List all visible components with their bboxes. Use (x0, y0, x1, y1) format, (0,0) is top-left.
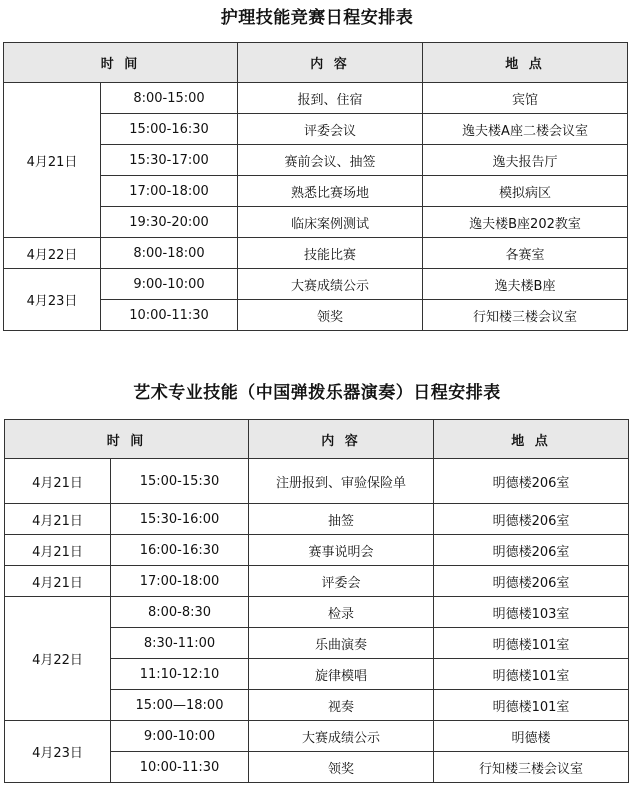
content-cell: 报到、住宿 (238, 83, 423, 114)
time-cell: 8:00-8:30 (111, 597, 249, 628)
place-cell: 逸夫楼B座 (423, 269, 628, 300)
time-cell: 15:30-16:00 (111, 504, 249, 535)
content-cell: 熟悉比赛场地 (238, 176, 423, 207)
table-row (4, 83, 628, 114)
place-cell: 明德楼206室 (434, 504, 629, 535)
place-cell: 模拟病区 (423, 176, 628, 207)
content-cell: 领奖 (238, 300, 423, 331)
header-place: 地 点 (434, 420, 629, 459)
table1-title: 护理技能竞赛日程安排表 (220, 8, 414, 28)
place-cell: 明德楼101室 (434, 628, 629, 659)
place-cell: 明德楼101室 (434, 659, 629, 690)
content-cell: 注册报到、审验保险单 (249, 459, 434, 504)
place-cell: 行知楼三楼会议室 (423, 300, 628, 331)
place-cell: 行知楼三楼会议室 (434, 752, 629, 783)
date-cell: 4月21日 (5, 459, 111, 504)
schedule-table-nursing (3, 42, 628, 331)
time-cell: 11:10-12:10 (111, 659, 249, 690)
content-cell: 领奖 (249, 752, 434, 783)
table-row (5, 459, 629, 504)
time-cell: 15:00-16:30 (101, 114, 238, 145)
table-header-row (5, 420, 629, 459)
date-cell: 4月21日 (5, 535, 111, 566)
time-cell: 9:00-10:00 (111, 721, 249, 752)
place-cell: 明德楼206室 (434, 459, 629, 504)
place-cell: 明德楼206室 (434, 535, 629, 566)
time-cell: 10:00-11:30 (101, 300, 238, 331)
place-cell: 明德楼103室 (434, 597, 629, 628)
place-cell: 明德楼101室 (434, 690, 629, 721)
place-cell: 逸夫楼A座二楼会议室 (423, 114, 628, 145)
content-cell: 临床案例测试 (238, 207, 423, 238)
table-row (4, 269, 628, 300)
content-cell: 抽签 (249, 504, 434, 535)
table-row (5, 535, 629, 566)
header-time: 时 间 (5, 420, 249, 459)
table2-title: 艺术专业技能（中国弹拨乐器演奏）日程安排表 (133, 383, 501, 403)
content-cell: 赛事说明会 (249, 535, 434, 566)
time-cell: 8:30-11:00 (111, 628, 249, 659)
date-cell: 4月21日 (5, 504, 111, 535)
table-row (4, 238, 628, 269)
place-cell: 明德楼 (434, 721, 629, 752)
time-cell: 10:00-11:30 (111, 752, 249, 783)
time-cell: 15:00—18:00 (111, 690, 249, 721)
time-cell: 17:00-18:00 (111, 566, 249, 597)
place-cell: 宾馆 (423, 83, 628, 114)
table-row (5, 721, 629, 752)
time-cell: 9:00-10:00 (101, 269, 238, 300)
time-cell: 15:30-17:00 (101, 145, 238, 176)
time-cell: 17:00-18:00 (101, 176, 238, 207)
time-cell: 15:00-15:30 (111, 459, 249, 504)
table-header-row (4, 43, 628, 83)
header-content: 内 容 (238, 43, 423, 83)
schedule-table-music (4, 419, 629, 783)
header-time: 时 间 (4, 43, 238, 83)
content-cell: 乐曲演奏 (249, 628, 434, 659)
content-cell: 视奏 (249, 690, 434, 721)
table-row (5, 566, 629, 597)
place-cell: 各赛室 (423, 238, 628, 269)
time-cell: 8:00-18:00 (101, 238, 238, 269)
content-cell: 赛前会议、抽签 (238, 145, 423, 176)
place-cell: 逸夫报告厅 (423, 145, 628, 176)
date-cell: 4月21日 (5, 566, 111, 597)
content-cell: 评委会 (249, 566, 434, 597)
time-cell: 16:00-16:30 (111, 535, 249, 566)
time-cell: 8:00-15:00 (101, 83, 238, 114)
table-row (5, 597, 629, 628)
date-cell: 4月23日 (5, 721, 111, 783)
date-cell: 4月22日 (5, 597, 111, 721)
date-cell: 4月21日 (4, 83, 101, 238)
content-cell: 评委会议 (238, 114, 423, 145)
place-cell: 明德楼206室 (434, 566, 629, 597)
date-cell: 4月22日 (4, 238, 101, 269)
header-content: 内 容 (249, 420, 434, 459)
date-cell: 4月23日 (4, 269, 101, 331)
table-row (5, 504, 629, 535)
content-cell: 旋律模唱 (249, 659, 434, 690)
time-cell: 19:30-20:00 (101, 207, 238, 238)
content-cell: 技能比赛 (238, 238, 423, 269)
content-cell: 大赛成绩公示 (249, 721, 434, 752)
content-cell: 大赛成绩公示 (238, 269, 423, 300)
content-cell: 检录 (249, 597, 434, 628)
header-place: 地 点 (423, 43, 628, 83)
place-cell: 逸夫楼B座202教室 (423, 207, 628, 238)
